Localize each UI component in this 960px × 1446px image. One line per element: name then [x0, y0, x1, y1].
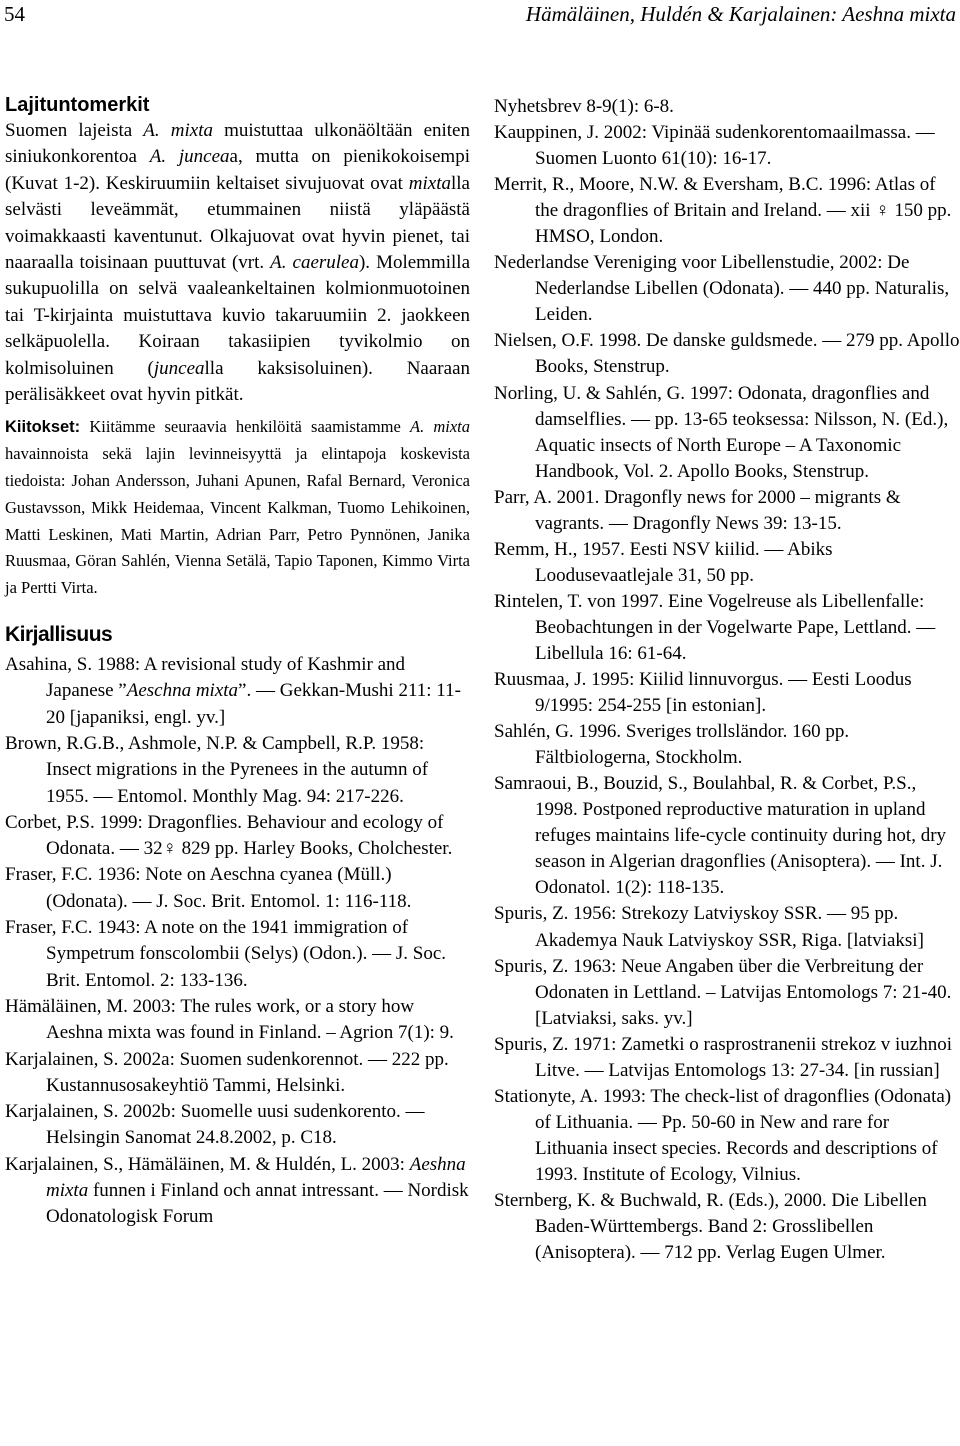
text-run: Fraser, F.C. 1936: Note on Aeschna cyanea (Müll.) (Odonata). — J. Soc. Brit. Entomol. 1: 116-118.: [5, 864, 412, 912]
text-run: Kiitämme seuraavia henkilöitä saamistamme: [80, 417, 410, 437]
reference-entry: Norling, U. & Sahlén, G. 1997: Odonata, dragonflies and damselflies. — pp. 13-65 teoksessa: Nilsson, N. (Ed.), Aquatic insects of North Europe – A Taxonomic Handbook, Vol. 2. Apollo Books, Stenstrup.: [494, 382, 949, 482]
text-run: Karjalainen, S. 2002b: Suomelle uusi sudenkorento. — Helsingin Sanomat 24.8.2002, p. C18.: [5, 1101, 425, 1149]
reference-entry: [5, 994, 470, 1047]
reference-entry: Stationyte, A. 1993: The check-list of dragonflies (Odonata) of Lithuania. — Pp. 50-60 in New and rare for Lithuania insect species. Records and descriptions of 1993. Institute of Ecology, Vilnius.: [494, 1085, 952, 1185]
text-run: Corbet, P.S. 1999: Dragonflies. Behaviour and ecology of Odonata. — 32♀ 829 pp. Harley Books, Cholchester.: [5, 811, 453, 860]
reference-entry: [5, 1047, 470, 1100]
reference-entry: Samraoui, B., Bouzid, S., Boulahbal, R. & Corbet, P.S., 1998. Postponed reproductive maturation in upland refuges maintains life-cycle continuity during hot, dry season in Algerian dragonflies (Anisoptera). — Int. J. Odonatol. 1(2): 118-135.: [494, 773, 947, 899]
reference-entry: Spuris, Z. 1963: Neue Angaben über die Verbreitung der Odonaten in Lettland. – Latvijas Entomologs 7: 21-40. [Latviaksi, saks. yv.]: [494, 955, 952, 1029]
reference-entry: [5, 810, 470, 863]
left-column: [5, 92, 470, 1231]
reference-entry: Ruusmaa, J. 1995: Kiilid linnuvorgus. — Eesti Loodus 9/1995: 254-255 [in estonian].: [494, 669, 912, 717]
text-run: ”. — Gekkan-Mushi 211: 11-20 [japaniksi, engl. yv.]: [46, 680, 461, 728]
text-run: muistuttaa ulkonäöltään eniten siniukonkorentoa: [5, 120, 470, 168]
text-run: lla selvästi leveämmät, etummainen niistä yläpäästä voimakkaasti kaventunut. Olkajuovat ovat hyvin pienet, tai naaraalla toisinaan puuttuvat (vrt.: [5, 172, 470, 274]
species-name: A. juncea: [149, 146, 230, 168]
reference-entry: Remm, H., 1957. Eesti NSV kiilid. — Abiks Loodusevaatlejale 31, 50 pp.: [494, 538, 833, 586]
species-name: A. caerulea: [270, 252, 359, 274]
italic-title: Aeschna mixta: [126, 680, 239, 702]
reference-entry: Spuris, Z. 1971: Zametki o rasprostranenii strekoz v iuzhnoi Litve. — Latvijas Entomologs 13: 27-34. [in russian]: [494, 1033, 953, 1081]
reference-entry: Sahlén, G. 1996. Sveriges trollsländor. 160 pp. Fältbiologerna, Stockholm.: [494, 721, 850, 769]
text-run: Suomen lajeista: [5, 120, 144, 141]
species-name: A. mixta: [143, 120, 213, 141]
species-name: A. mixta: [409, 417, 470, 437]
reference-entry: Spuris, Z. 1956: Strekozy Latviyskoy SSR. — 95 pp. Akademya Nauk Latviyskoy SSR, Riga. [latviaksi]: [494, 903, 924, 951]
reference-entry: [5, 915, 470, 994]
species-name: mixta: [408, 172, 451, 194]
acknowledgements: [5, 414, 470, 602]
section-heading-lajituntomerkit: Lajituntomerkit: [5, 94, 150, 116]
text-run: funnen i Finland och annat intressant. — Nordisk Odonatologisk Forum: [46, 1179, 469, 1228]
text-run: Fraser, F.C. 1943: A note on the 1941 immigration of Sympetrum fonscolombii (Selys) (Odon.). — J. Soc. Brit. Entomol. 2: 133-136.: [5, 917, 447, 991]
species-name: juncea: [153, 357, 205, 379]
text-run: havainnoista sekä lajin levinneisyyttä ja elintapoja koskevista tiedoista: Johan Andersson, Juhani Apunen, Rafal Bernard, Veronica Gustavsson, Mikk Heidemaa, Vincent Kalkman, Tuomo Lehikoinen, Matti Leskinen, Mati Martin, Adrian Parr, Petro Pynnönen, Janika Ruusmaa, Göran Sahlén, Vienna Setälä, Tapio Taponen, Kimmo Virta ja Pertti Virta.: [5, 444, 470, 598]
text-run: ). Molemmilla sukupuolilla on selvä vaaleankeltainen kolmionmuotoinen tai T-kirjainta muistuttava kuvio takaruumiin 2. jaokkeen selkäpuolella. Koiraan takasiipien tyvikolmio on kolmisoluinen (: [5, 252, 471, 379]
text-run: Hämäläinen, M. 2003: The rules work, or a story how Aeshna mixta was found in Finland. – Agrion 7(1): 9.: [5, 995, 454, 1044]
text-run: a, mutta on pienikokoisempi (Kuvat 1-2). Keskiruumiin keltaiset sivujuovat ovat: [5, 146, 470, 194]
text-run: Asahina, S. 1988: A revisional study of Kashmir and Japanese ”: [5, 654, 406, 702]
text-run: lla kaksisoluinen). Naaraan perälisäkkeet ovat hyvin pitkät.: [5, 357, 470, 406]
reference-entry: [5, 862, 470, 915]
text-run: Karjalainen, S. 2002a: Suomen sudenkorennot. — 222 pp. Kustannusosakeyhtiö Tammi, Helsinki.: [5, 1048, 449, 1096]
reference-entry: [5, 1152, 470, 1231]
section-heading-kirjallisuus: Kirjallisuus: [5, 623, 113, 647]
reference-entry: Nederlandse Vereniging voor Libellenstudie, 2002: De Nederlandse Libellen (Odonata). — 440 pp. Naturalis, Leiden.: [494, 252, 950, 326]
reference-entry: [5, 652, 470, 731]
italic-title: Aeshna mixta: [46, 1153, 466, 1201]
reference-list-right: [494, 94, 960, 1266]
page-number: 54: [4, 2, 25, 26]
reference-entry: Sternberg, K. & Buchwald, R. (Eds.), 2000. Die Libellen Baden-Württembergs. Band 2: Grosslibellen (Anisoptera). — 712 pp. Verlag Eugen Ulmer.: [494, 1189, 927, 1264]
text-run: Karjalainen, S., Hämäläinen, M. & Huldén, L. 2003:: [5, 1153, 410, 1175]
reference-entry: Nielsen, O.F. 1998. De danske guldsmede. — 279 pp. Apollo Books, Stenstrup.: [494, 330, 960, 378]
running-title: Hämäläinen, Huldén & Karjalainen: Aeshna mixta: [525, 2, 956, 26]
identification-paragraph: [5, 118, 470, 408]
reference-entry: Nyhetsbrev 8-9(1): 6-8.: [494, 96, 674, 117]
reference-entry: Parr, A. 2001. Dragonfly news for 2000 – migrants & vagrants. — Dragonfly News 39: 13-15.: [494, 486, 901, 534]
acknowledgements-label: Kiitokset:: [5, 418, 81, 437]
reference-list-left: [5, 652, 470, 1231]
reference-entry: [5, 731, 470, 810]
reference-entry: [5, 1099, 470, 1152]
reference-entry: Rintelen, T. von 1997. Eine Vogelreuse als Libellenfalle: Beobachtungen in der Vogelwarte Pape, Lettland. — Libellula 16: 61-64.: [494, 590, 936, 664]
text-run: Brown, R.G.B., Ashmole, N.P. & Campbell, R.P. 1958: Insect migrations in the Pyrenees in the autumn of 1955. — Entomol. Monthly Mag. 94: 217-226.: [5, 732, 429, 807]
running-header: [0, 0, 960, 34]
reference-entry: Merrit, R., Moore, N.W. & Eversham, B.C. 1996: Atlas of the dragonflies of Britain and Ireland. — xii ♀ 150 pp. HMSO, London.: [494, 174, 952, 248]
reference-entry: Kauppinen, J. 2002: Vipinää sudenkorentomaailmassa. — Suomen Luonto 61(10): 16-17.: [494, 122, 935, 170]
